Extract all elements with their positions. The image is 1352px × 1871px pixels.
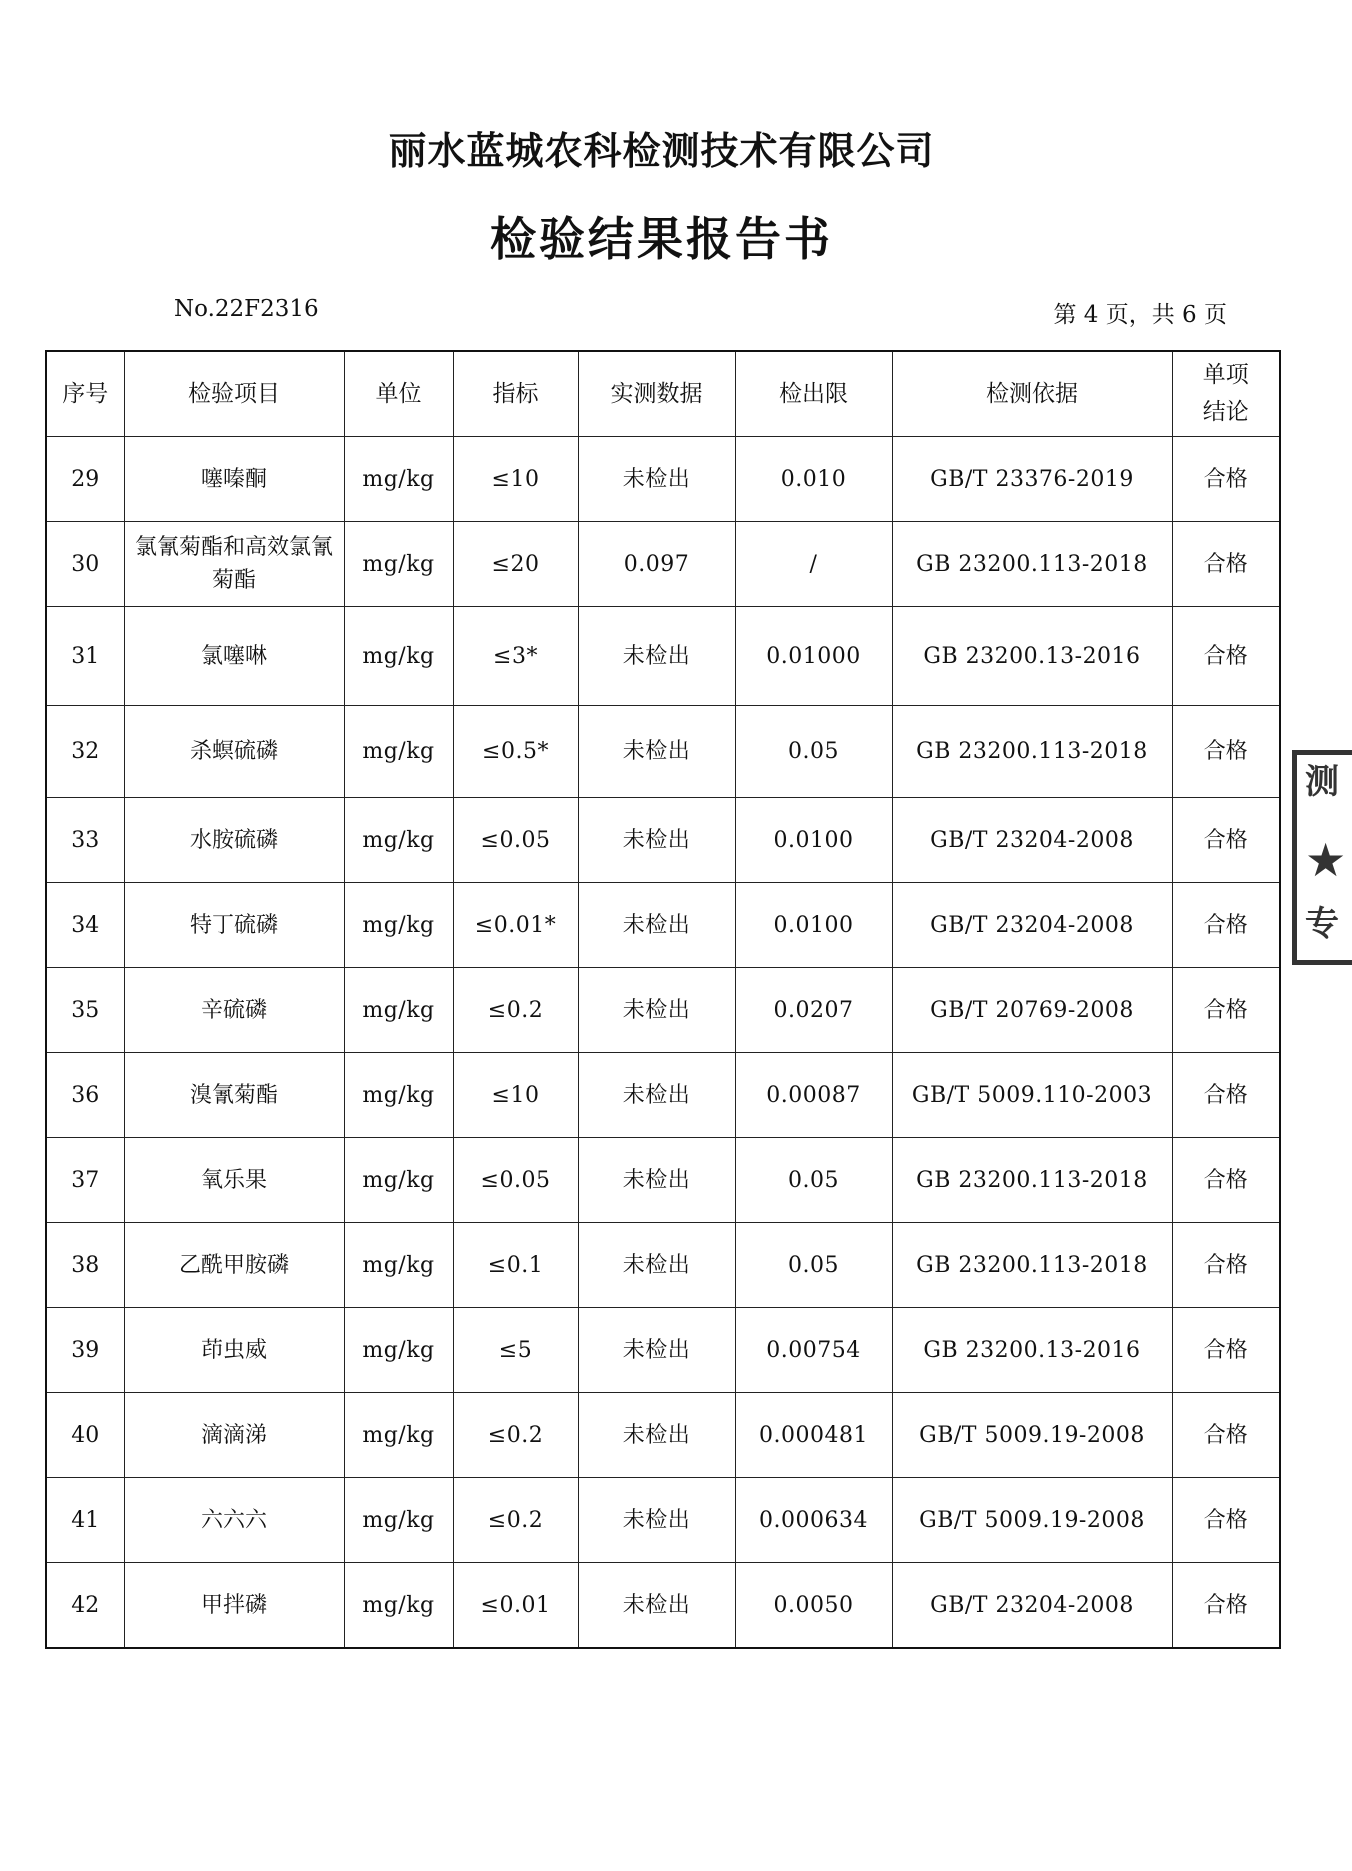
cell-result: 未检出 — [578, 706, 735, 798]
cell-unit: mg/kg — [344, 1308, 453, 1393]
cell-result: 未检出 — [578, 883, 735, 968]
cell-no: 37 — [46, 1138, 124, 1223]
table-header-row — [46, 351, 1280, 437]
cell-conclusion: 合格 — [1172, 798, 1280, 883]
cell-result: 未检出 — [578, 1393, 735, 1478]
cell-lod: 0.0207 — [735, 968, 892, 1053]
cell-conclusion: 合格 — [1172, 1053, 1280, 1138]
cell-method: GB/T 23204-2008 — [892, 1563, 1172, 1649]
cell-no: 42 — [46, 1563, 124, 1649]
col-header-item: 检验项目 — [124, 351, 344, 437]
cell-unit: mg/kg — [344, 1053, 453, 1138]
table-row — [46, 1138, 1280, 1223]
cell-no: 38 — [46, 1223, 124, 1308]
cell-limit: ≤0.2 — [453, 968, 578, 1053]
col-header-no: 序号 — [46, 351, 124, 437]
results-table — [45, 350, 1281, 1649]
cell-method: GB/T 23204-2008 — [892, 798, 1172, 883]
cell-no: 35 — [46, 968, 124, 1053]
cell-conclusion: 合格 — [1172, 607, 1280, 706]
cell-method: GB/T 23204-2008 — [892, 883, 1172, 968]
cell-method: GB 23200.13-2016 — [892, 1308, 1172, 1393]
table-row — [46, 607, 1280, 706]
cell-result: 未检出 — [578, 607, 735, 706]
cell-lod: 0.00087 — [735, 1053, 892, 1138]
cell-result: 0.097 — [578, 522, 735, 607]
table-row — [46, 437, 1280, 522]
cell-limit: ≤0.5* — [453, 706, 578, 798]
stamp-star: ★ — [1305, 833, 1347, 887]
cell-conclusion: 合格 — [1172, 522, 1280, 607]
cell-limit: ≤0.05 — [453, 798, 578, 883]
cell-item: 杀螟硫磷 — [124, 706, 344, 798]
cell-conclusion: 合格 — [1172, 1563, 1280, 1649]
cell-conclusion: 合格 — [1172, 1138, 1280, 1223]
table-row — [46, 522, 1280, 607]
cell-item: 氧乐果 — [124, 1138, 344, 1223]
col-header-limit: 指标 — [453, 351, 578, 437]
cell-lod: 0.010 — [735, 437, 892, 522]
cell-limit: ≤0.05 — [453, 1138, 578, 1223]
cell-no: 39 — [46, 1308, 124, 1393]
cell-method: GB/T 23376-2019 — [892, 437, 1172, 522]
cell-item: 甲拌磷 — [124, 1563, 344, 1649]
cell-method: GB 23200.113-2018 — [892, 522, 1172, 607]
cell-lod: 0.000481 — [735, 1393, 892, 1478]
cell-lod: / — [735, 522, 892, 607]
cell-lod: 0.05 — [735, 706, 892, 798]
cell-conclusion: 合格 — [1172, 968, 1280, 1053]
cell-result: 未检出 — [578, 1478, 735, 1563]
page-info: 第 4 页，共 6 页 — [1053, 302, 1227, 328]
table-row — [46, 1308, 1280, 1393]
cell-limit: ≤0.2 — [453, 1478, 578, 1563]
cell-lod: 0.01000 — [735, 607, 892, 706]
table-row — [46, 1223, 1280, 1308]
table-row — [46, 1563, 1280, 1649]
cell-item: 溴氰菊酯 — [124, 1053, 344, 1138]
cell-result: 未检出 — [578, 1138, 735, 1223]
cell-result: 未检出 — [578, 1223, 735, 1308]
cell-no: 34 — [46, 883, 124, 968]
cell-limit: ≤3* — [453, 607, 578, 706]
cell-no: 40 — [46, 1393, 124, 1478]
cell-item: 乙酰甲胺磷 — [124, 1223, 344, 1308]
cell-limit: ≤0.1 — [453, 1223, 578, 1308]
cell-conclusion: 合格 — [1172, 1478, 1280, 1563]
cell-method: GB 23200.113-2018 — [892, 706, 1172, 798]
col-header-unit: 单位 — [344, 351, 453, 437]
cell-method: GB/T 5009.110-2003 — [892, 1053, 1172, 1138]
cell-method: GB 23200.13-2016 — [892, 607, 1172, 706]
table-row — [46, 968, 1280, 1053]
cell-lod: 0.0100 — [735, 883, 892, 968]
cell-item: 水胺硫磷 — [124, 798, 344, 883]
cell-lod: 0.000634 — [735, 1478, 892, 1563]
cell-unit: mg/kg — [344, 883, 453, 968]
cell-item: 六六六 — [124, 1478, 344, 1563]
cell-unit: mg/kg — [344, 1478, 453, 1563]
cell-limit: ≤5 — [453, 1308, 578, 1393]
cell-method: GB/T 20769-2008 — [892, 968, 1172, 1053]
report-number: No.22F2316 — [174, 296, 319, 322]
table-row — [46, 798, 1280, 883]
col-header-conclusion: 单项 结论 — [1172, 351, 1280, 437]
cell-unit: mg/kg — [344, 798, 453, 883]
cell-limit: ≤10 — [453, 437, 578, 522]
cell-conclusion: 合格 — [1172, 437, 1280, 522]
cell-method: GB/T 5009.19-2008 — [892, 1393, 1172, 1478]
cell-no: 31 — [46, 607, 124, 706]
cell-item: 特丁硫磷 — [124, 883, 344, 968]
cell-method: GB 23200.113-2018 — [892, 1223, 1172, 1308]
cell-unit: mg/kg — [344, 522, 453, 607]
cell-no: 41 — [46, 1478, 124, 1563]
cell-unit: mg/kg — [344, 1563, 453, 1649]
cell-unit: mg/kg — [344, 1223, 453, 1308]
cell-limit: ≤0.01 — [453, 1563, 578, 1649]
cell-conclusion: 合格 — [1172, 1308, 1280, 1393]
cell-unit: mg/kg — [344, 437, 453, 522]
cell-item: 氯噻啉 — [124, 607, 344, 706]
cell-result: 未检出 — [578, 968, 735, 1053]
cell-no: 30 — [46, 522, 124, 607]
cell-limit: ≤0.01* — [453, 883, 578, 968]
col-header-lod: 检出限 — [735, 351, 892, 437]
cell-result: 未检出 — [578, 798, 735, 883]
cell-item: 噻嗪酮 — [124, 437, 344, 522]
cell-method: GB 23200.113-2018 — [892, 1138, 1172, 1223]
cell-result: 未检出 — [578, 1563, 735, 1649]
cell-unit: mg/kg — [344, 1393, 453, 1478]
cell-unit: mg/kg — [344, 1138, 453, 1223]
col-header-method: 检测依据 — [892, 351, 1172, 437]
cell-no: 36 — [46, 1053, 124, 1138]
stamp-char: 测 — [1305, 762, 1339, 802]
cell-lod: 0.00754 — [735, 1308, 892, 1393]
cell-limit: ≤0.2 — [453, 1393, 578, 1478]
col-header-result: 实测数据 — [578, 351, 735, 437]
cell-method: GB/T 5009.19-2008 — [892, 1478, 1172, 1563]
cell-item: 滴滴涕 — [124, 1393, 344, 1478]
cell-result: 未检出 — [578, 437, 735, 522]
report-title: 检验结果报告书 — [490, 212, 833, 266]
cell-conclusion: 合格 — [1172, 706, 1280, 798]
cell-item: 茚虫威 — [124, 1308, 344, 1393]
cell-conclusion: 合格 — [1172, 1223, 1280, 1308]
cell-unit: mg/kg — [344, 607, 453, 706]
cell-no: 33 — [46, 798, 124, 883]
cell-result: 未检出 — [578, 1308, 735, 1393]
cell-conclusion: 合格 — [1172, 1393, 1280, 1478]
cell-item: 辛硫磷 — [124, 968, 344, 1053]
table-row — [46, 883, 1280, 968]
cell-item: 氯氰菊酯和高效氯氰菊酯 — [124, 522, 344, 607]
table-row — [46, 1393, 1280, 1478]
cell-lod: 0.05 — [735, 1223, 892, 1308]
cell-unit: mg/kg — [344, 968, 453, 1053]
cell-lod: 0.0050 — [735, 1563, 892, 1649]
cell-limit: ≤10 — [453, 1053, 578, 1138]
cell-result: 未检出 — [578, 1053, 735, 1138]
table-row — [46, 1478, 1280, 1563]
cell-conclusion: 合格 — [1172, 883, 1280, 968]
cell-limit: ≤20 — [453, 522, 578, 607]
cell-unit: mg/kg — [344, 706, 453, 798]
table-body — [46, 437, 1280, 1649]
cell-no: 29 — [46, 437, 124, 522]
stamp-char: 专 — [1305, 904, 1339, 944]
seal-stamp — [1292, 750, 1352, 965]
table-row — [46, 706, 1280, 798]
cell-lod: 0.0100 — [735, 798, 892, 883]
cell-no: 32 — [46, 706, 124, 798]
cell-lod: 0.05 — [735, 1138, 892, 1223]
table-row — [46, 1053, 1280, 1138]
company-name: 丽水蓝城农科检测技术有限公司 — [388, 129, 935, 173]
